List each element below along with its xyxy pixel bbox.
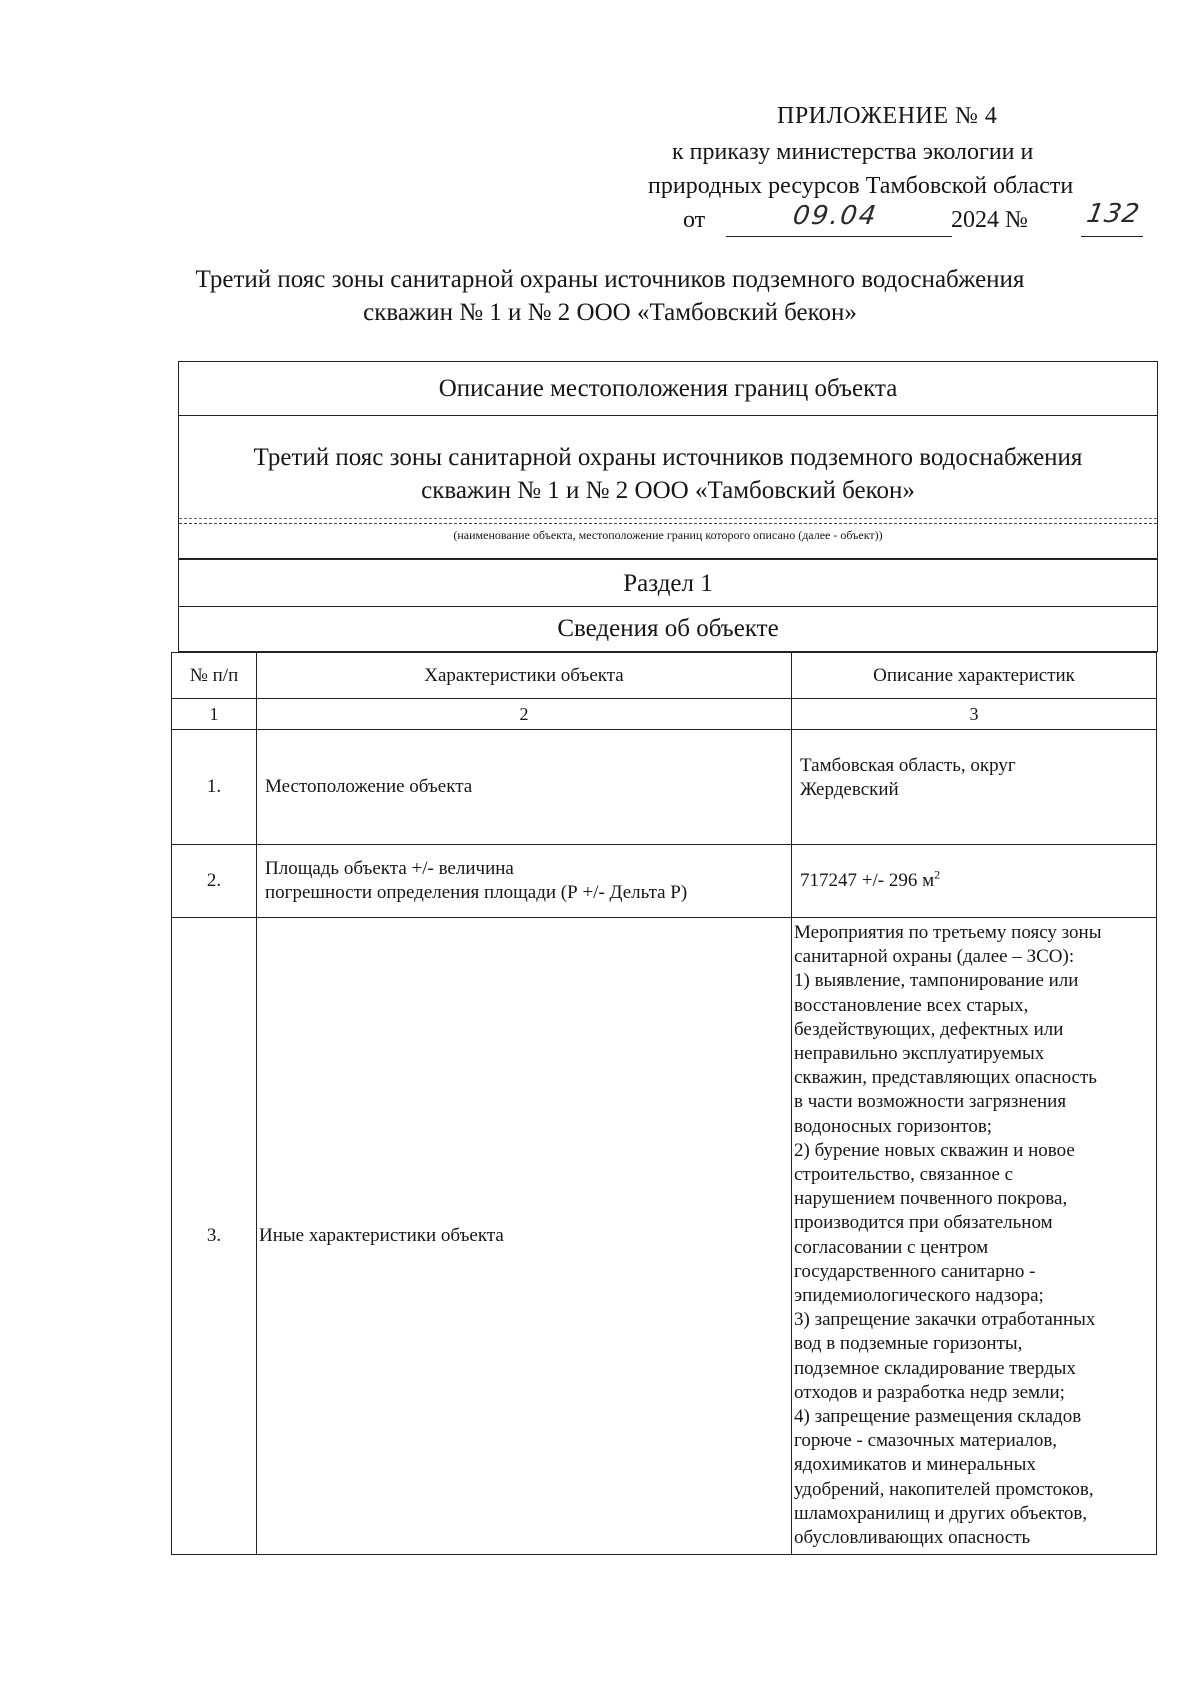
table-row [172,918,1157,1555]
measures-line: согласовании с центром [794,1236,989,1258]
measures-line: в части возможности загрязнения [794,1091,1067,1113]
measures-line: обусловливающих опасность [794,1527,1031,1549]
measures-line: санитарной охраны (далее – ЗСО): [794,946,1075,968]
measures-line: скважин, представляющих опасность [794,1067,1097,1089]
row-characteristic: Иные характеристики объекта [257,918,792,1555]
description-title: Описание местоположения границ объекта [179,362,1157,416]
measures-lines [794,921,1152,1550]
info-title: Сведения об объекте [557,615,779,642]
row-number: 1. [172,730,257,845]
description-line: Тамбовская область, округ [800,755,1016,776]
measures-line: неправильно эксплуатируемых [794,1043,1045,1065]
row-characteristic [257,845,792,918]
heading-line-2: скважин № 1 и № 2 ООО «Тамбовский бекон» [363,299,857,326]
measures-line: строительство, связанное с [794,1164,1014,1186]
year-and-number-label: 2024 № [951,207,1028,233]
object-name-line-2: скважин № 1 и № 2 ООО «Тамбовский бекон» [421,477,915,504]
object-name-line-1: Третий пояс зоны санитарной охраны источников подземного водоснабжения [253,444,1083,471]
measures-line: горюче - смазочных материалов, [794,1430,1058,1452]
date-prefix: от [683,207,706,233]
section-title: Раздел 1 [179,559,1157,607]
measures-line: 2) бурение новых скважин и новое [794,1139,1075,1161]
table-column-numbers-row [172,699,1157,730]
area-value: 717247 +/- 296 м [800,870,935,891]
measures-line: нарушением почвенного покрова, [794,1188,1068,1210]
object-name-note: (наименование объекта, местоположение границ которого описано (далее - объект)) [179,523,1157,559]
heading-line-1: Третий пояс зоны санитарной охраны источников подземного водоснабжения [195,266,1025,293]
measures-line: удобрений, накопителей промстоков, [794,1478,1094,1500]
characteristics-table [171,652,1157,1555]
row-description [792,730,1157,845]
appendix-title: ПРИЛОЖЕНИЕ № 4 [777,103,998,129]
measures-line: Мероприятия по третьему поясу зоны [794,922,1102,943]
column-number-3: 3 [792,699,1157,730]
row-number: 2. [172,845,257,918]
object-name [179,416,1157,523]
measures-line: отходов и разработка недр земли; [794,1381,1065,1403]
measures-line: ядохимикатов и минеральных [794,1454,1036,1476]
measures-line: производится при обязательном [794,1212,1053,1234]
description-line: Жердевский [800,779,899,800]
table-header-row [172,653,1157,699]
handwritten-date: 09.04 [790,201,880,231]
column-number-2: 2 [257,699,792,730]
order-date-line [683,199,1143,238]
table-row [172,845,1157,918]
measures-line: бездействующих, дефектных или [794,1018,1064,1040]
measures-line: вод в подземные горизонты, [794,1333,1023,1355]
header-number: № п/п [172,653,257,699]
characteristic-line: погрешности определения площади (Р +/- Дельта Р) [265,882,688,903]
measures-line: 3) запрещение закачки отработанных [794,1309,1096,1331]
measures-line: шламохранилищ и других объектов, [794,1502,1088,1524]
table-row [172,730,1157,845]
characteristic-line: Площадь объекта +/- величина [265,858,514,879]
appendix-ministry-line: природных ресурсов Тамбовской области [648,173,1074,199]
header-description: Описание характеристик [792,653,1157,699]
appendix-order-line: к приказу министерства экологии и [672,139,1034,165]
row-characteristic: Местоположение объекта [257,730,792,845]
row-description-measures [792,918,1157,1555]
measures-line: подземное складирование твердых [794,1357,1076,1379]
measures-line: 4) запрещение размещения складов [794,1406,1082,1428]
measures-line: 1) выявление, тампонирование или [794,970,1079,992]
area-unit-superscript: 2 [934,867,941,882]
row-description [792,845,1157,918]
measures-line: государственного санитарно - [794,1260,1036,1282]
measures-line: водоносных горизонтов; [794,1115,993,1137]
column-number-1: 1 [172,699,257,730]
description-box [178,361,1158,652]
handwritten-order-number: 132 [1084,199,1143,229]
header-characteristic: Характеристики объекта [257,653,792,699]
measures-line: эпидемиологического надзора; [794,1285,1044,1307]
measures-line: восстановление всех старых, [794,994,1029,1016]
document-heading [150,263,1070,329]
row-number: 3. [172,918,257,1555]
